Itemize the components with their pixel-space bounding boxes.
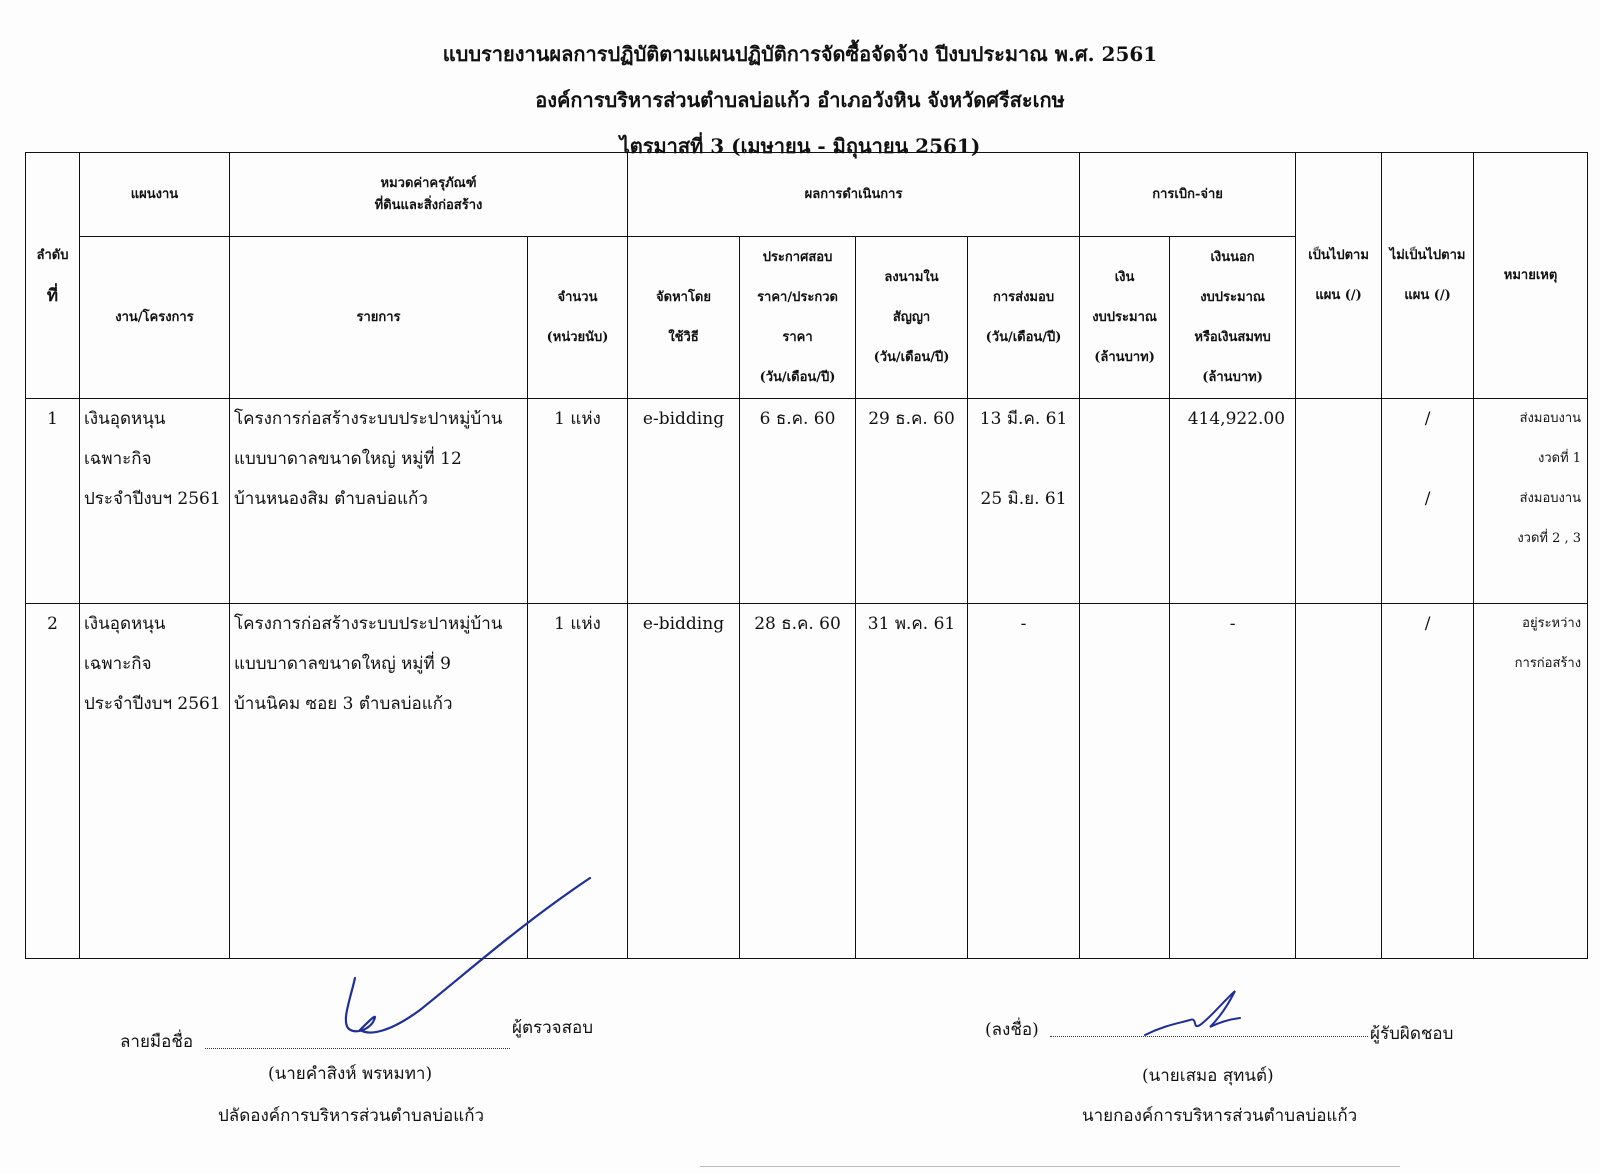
header-category: หมวดค่าครุภัณฑ์ ที่ดินและสิ่งก่อสร้าง [230,153,628,237]
announce-date-cell: 6 ธ.ค. 60 [740,399,856,604]
header-budget: เงิน งบประมาณ (ล้านบาท) [1080,237,1170,399]
quantity-cell: 1 แห่ง [528,399,628,604]
table-row [26,399,1588,604]
remarks-cell: อยู่ระหว่าง การก่อสร้าง [1474,604,1588,959]
right-handwritten-signature [1140,985,1250,1045]
method-cell: e-bidding [628,604,740,959]
header-method: จัดหาโดย ใช้วิธี [628,237,740,399]
plan-cell: เงินอุดหนุน เฉพาะกิจ ประจำปีงบฯ 2561 [80,604,230,959]
header-delivery-date: การส่งมอบ (วัน/เดือน/ปี) [968,237,1080,399]
quantity-cell: 1 แห่ง [528,604,628,959]
left-signature-prefix: ลายมือชื่อ [120,1032,194,1052]
header-results: ผลการดำเนินการ [628,153,1080,237]
header-off-plan: ไม่เป็นไปตาม แผน (/) [1382,153,1474,399]
left-handwritten-signature [330,870,600,1050]
header-contract-date: ลงนามใน สัญญา (วัน/เดือน/ปี) [856,237,968,399]
items-cell: โครงการก่อสร้างระบบประปาหมู่บ้าน แบบบาดาลขนาดใหญ่ หมู่ที่ 12 บ้านหนองสิม ตำบลบ่อแก้ว [230,399,528,604]
header-items: รายการ [230,237,528,399]
right-signer-name: (นายเสมอ สุทนต์) [1142,1066,1274,1086]
row-number: 2 [26,604,80,959]
right-signature-role: ผู้รับผิดชอบ [1370,1024,1454,1044]
contract-date-cell: 29 ธ.ค. 60 [856,399,968,604]
table-row [26,604,1588,959]
plan-cell: เงินอุดหนุน เฉพาะกิจ ประจำปีงบฯ 2561 [80,399,230,604]
left-signature-role: ผู้ตรวจสอบ [512,1018,594,1038]
header-off-budget: เงินนอก งบประมาณ หรือเงินสมทบ (ล้านบาท) [1170,237,1296,399]
off-budget-cell: 414,922.00 [1170,399,1296,604]
organization-line: องค์การบริหารส่วนตำบลบ่อแก้ว อำเภอวังหิน จังหวัดศรีสะเกษ [535,88,1065,112]
header-on-plan: เป็นไปตาม แผน (/) [1296,153,1382,399]
header-order: ลำดับ ที่ [26,153,80,399]
left-signer-title: ปลัดองค์การบริหารส่วนตำบลบ่อแก้ว [218,1106,485,1126]
budget-cell [1080,399,1170,604]
header-project: งาน/โครงการ [80,237,230,399]
header-announce-date: ประกาศสอบ ราคา/ประกวด ราคา (วัน/เดือน/ปี) [740,237,856,399]
budget-cell [1080,604,1170,959]
row-number: 1 [26,399,80,604]
on-plan-cell [1296,604,1382,959]
off-plan-cell: / [1382,604,1474,959]
off-budget-cell: - [1170,604,1296,959]
method-cell: e-bidding [628,399,740,604]
remarks-cell: ส่งมอบงาน งวดที่ 1 ส่งมอบงาน งวดที่ 2 , 3 [1474,399,1588,604]
right-signer-title: นายกองค์การบริหารส่วนตำบลบ่อแก้ว [1082,1106,1358,1126]
header-disbursement: การเบิก-จ่าย [1080,153,1296,237]
contract-date-cell: 31 พ.ค. 61 [856,604,968,959]
items-cell: โครงการก่อสร้างระบบประปาหมู่บ้าน แบบบาดาลขนาดใหญ่ หมู่ที่ 9 บ้านนิคม ซอย 3 ตำบลบ่อแก้ว [230,604,528,959]
on-plan-cell [1296,399,1382,604]
left-signer-name: (นายคำสิงห์ พรหมทา) [268,1064,433,1084]
header-plan: แผนงาน [80,153,230,237]
page-edge-line [700,1166,1400,1167]
report-title: แบบรายงานผลการปฏิบัติตามแผนปฏิบัติการจัดซื้อจัดจ้าง ปีงบประมาณ พ.ศ. 2561 [442,42,1158,66]
delivery-date-cell: 13 มี.ค. 61 25 มิ.ย. 61 [968,399,1080,604]
right-signature-prefix: (ลงชื่อ) [985,1020,1039,1040]
announce-date-cell: 28 ธ.ค. 60 [740,604,856,959]
header-remarks: หมายเหตุ [1474,153,1588,399]
off-plan-cell: / / [1382,399,1474,604]
delivery-date-cell: - [968,604,1080,959]
procurement-report-table [25,152,1588,959]
quarter-line: ไตรมาสที่ 3 (เมษายน - มิถุนายน 2561) [619,134,981,158]
header-quantity: จำนวน (หน่วยนับ) [528,237,628,399]
